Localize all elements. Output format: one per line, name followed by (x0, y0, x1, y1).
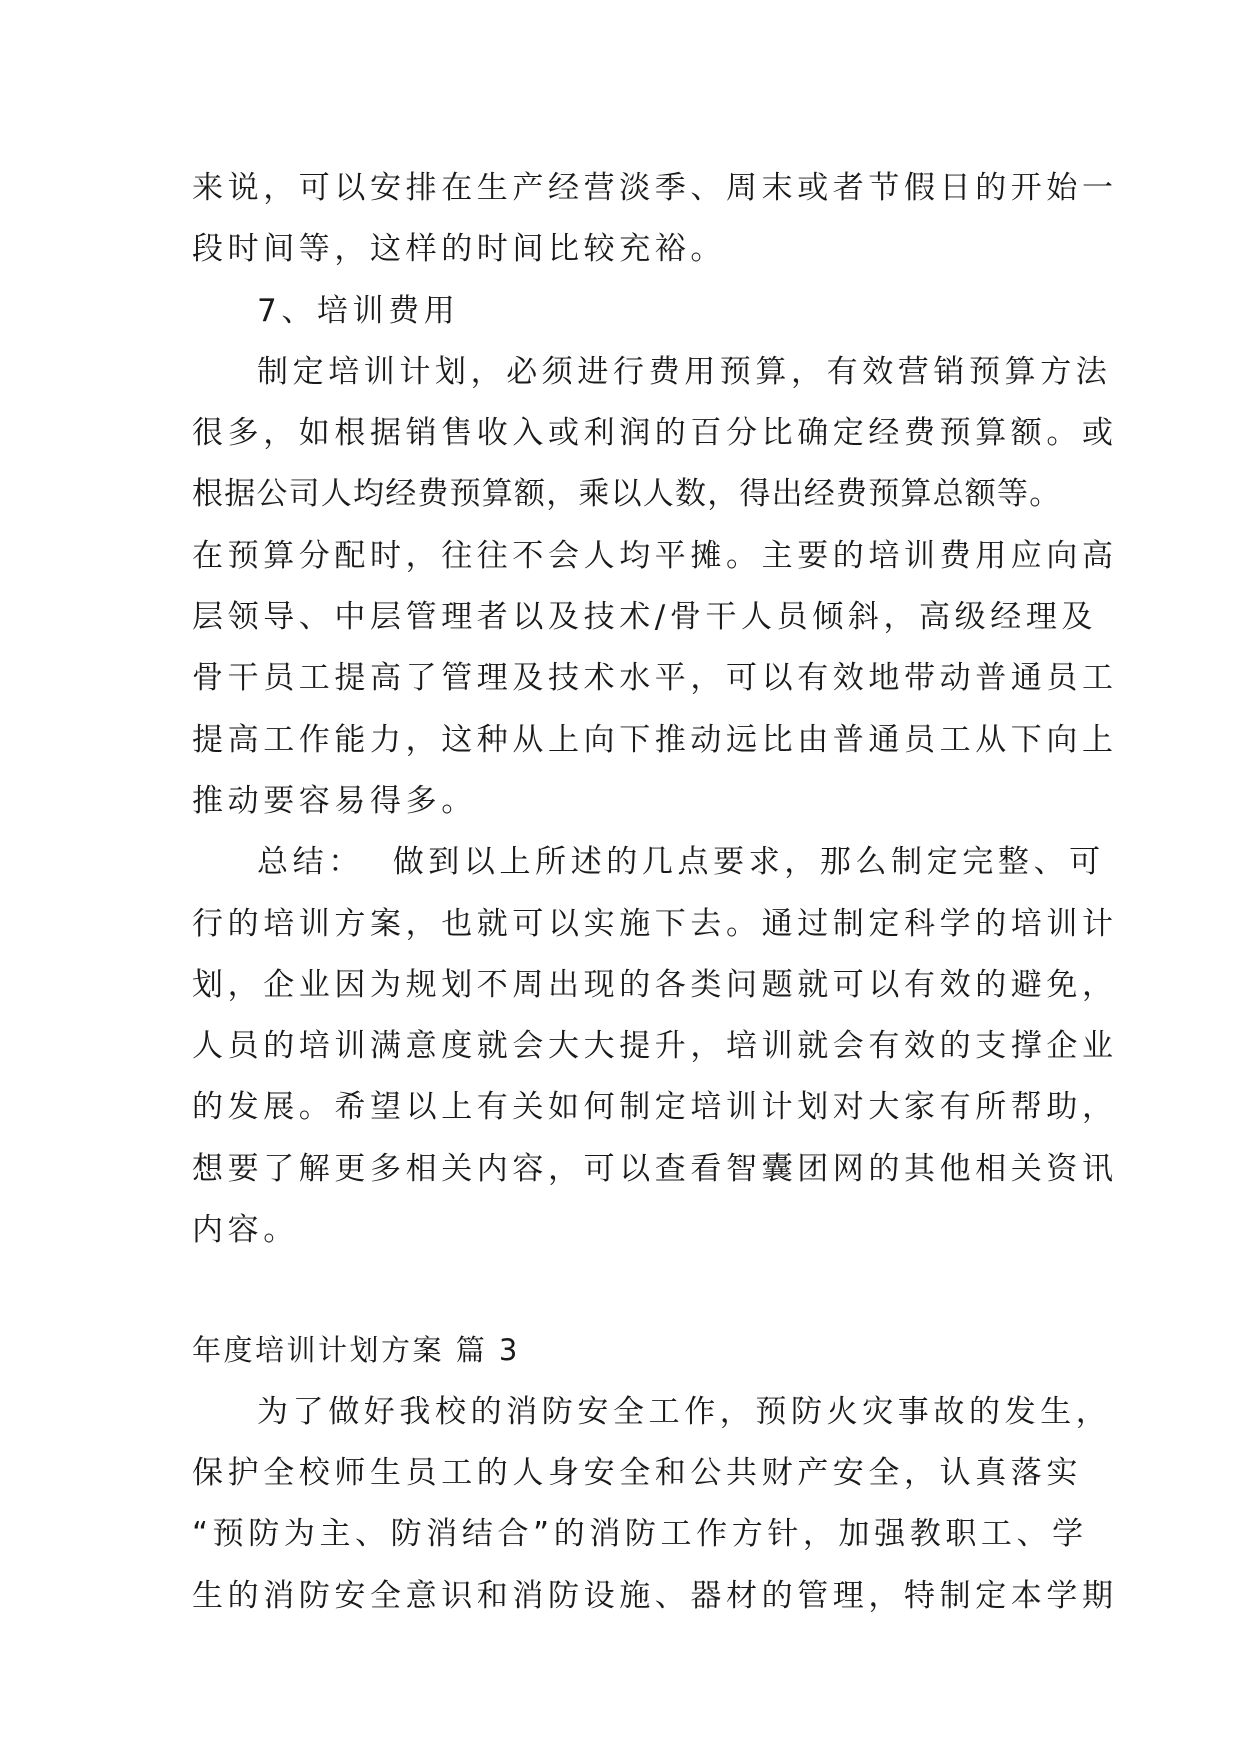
paragraph-line: 的发展。希望以上有关如何制定培训计划对大家有所帮助， (192, 1089, 1118, 1126)
paragraph-line: “预防为主、防消结合”的消防工作方针，加强教职工、学 (192, 1516, 1088, 1553)
paragraph-line: 人员的培训满意度就会大大提升，培训就会有效的支撑企业 (192, 1028, 1118, 1065)
paragraph-line: 内容。 (192, 1212, 299, 1249)
paragraph-line: 总结： 做到以上所述的几点要求，那么制定完整、可 (257, 844, 1105, 881)
paragraph-line: 段时间等，这样的时间比较充裕。 (192, 231, 726, 268)
paragraph-line: 提高工作能力，这种从上向下推动远比由普通员工从下向上 (192, 721, 1118, 758)
paragraph-line: 在预算分配时，往往不会人均平摊。主要的培训费用应向高 (192, 537, 1118, 574)
paragraph-line: 生的消防安全意识和消防设施、器材的管理，特制定本学期 (192, 1577, 1118, 1614)
paragraph-line: 推动要容易得多。 (192, 782, 477, 819)
list-item-heading: 7、培训费用 (257, 292, 460, 329)
paragraph-line: 很多，如根据销售收入或利润的百分比确定经费预算额。或 (192, 415, 1118, 452)
document-body (192, 158, 1118, 1627)
paragraph-line: 层领导、中层管理者以及技术/骨干人员倾斜，高级经理及 (192, 599, 1098, 636)
paragraph-line: 来说，可以安排在生产经营淡季、周末或者节假日的开始一 (192, 170, 1118, 206)
paragraph-line: 为了做好我校的消防安全工作，预防火灾事故的发生， (257, 1393, 1112, 1430)
paragraph-line: 行的培训方案，也就可以实施下去。通过制定科学的培训计 (192, 905, 1118, 942)
paragraph-line: 制定培训计划，必须进行费用预算，有效营销预算方法 (257, 353, 1112, 390)
paragraph-line: 骨干员工提高了管理及技术水平，可以有效地带动普通员工 (192, 660, 1118, 697)
paragraph-line: 划，企业因为规划不周出现的各类问题就可以有效的避免， (192, 966, 1118, 1003)
paragraph-line: 保护全校师生员工的人身安全和公共财产安全，认真落实 (192, 1454, 1082, 1491)
section-spacer (192, 1261, 1052, 1320)
section-heading: 年度培训计划方案 篇 3 (192, 1333, 520, 1368)
paragraph-line: 根据公司人均经费预算额，乘以人数，得出经费预算总额等。 (192, 476, 1062, 513)
paragraph-line: 想要了解更多相关内容，可以查看智囊团网的其他相关资讯 (192, 1150, 1118, 1187)
